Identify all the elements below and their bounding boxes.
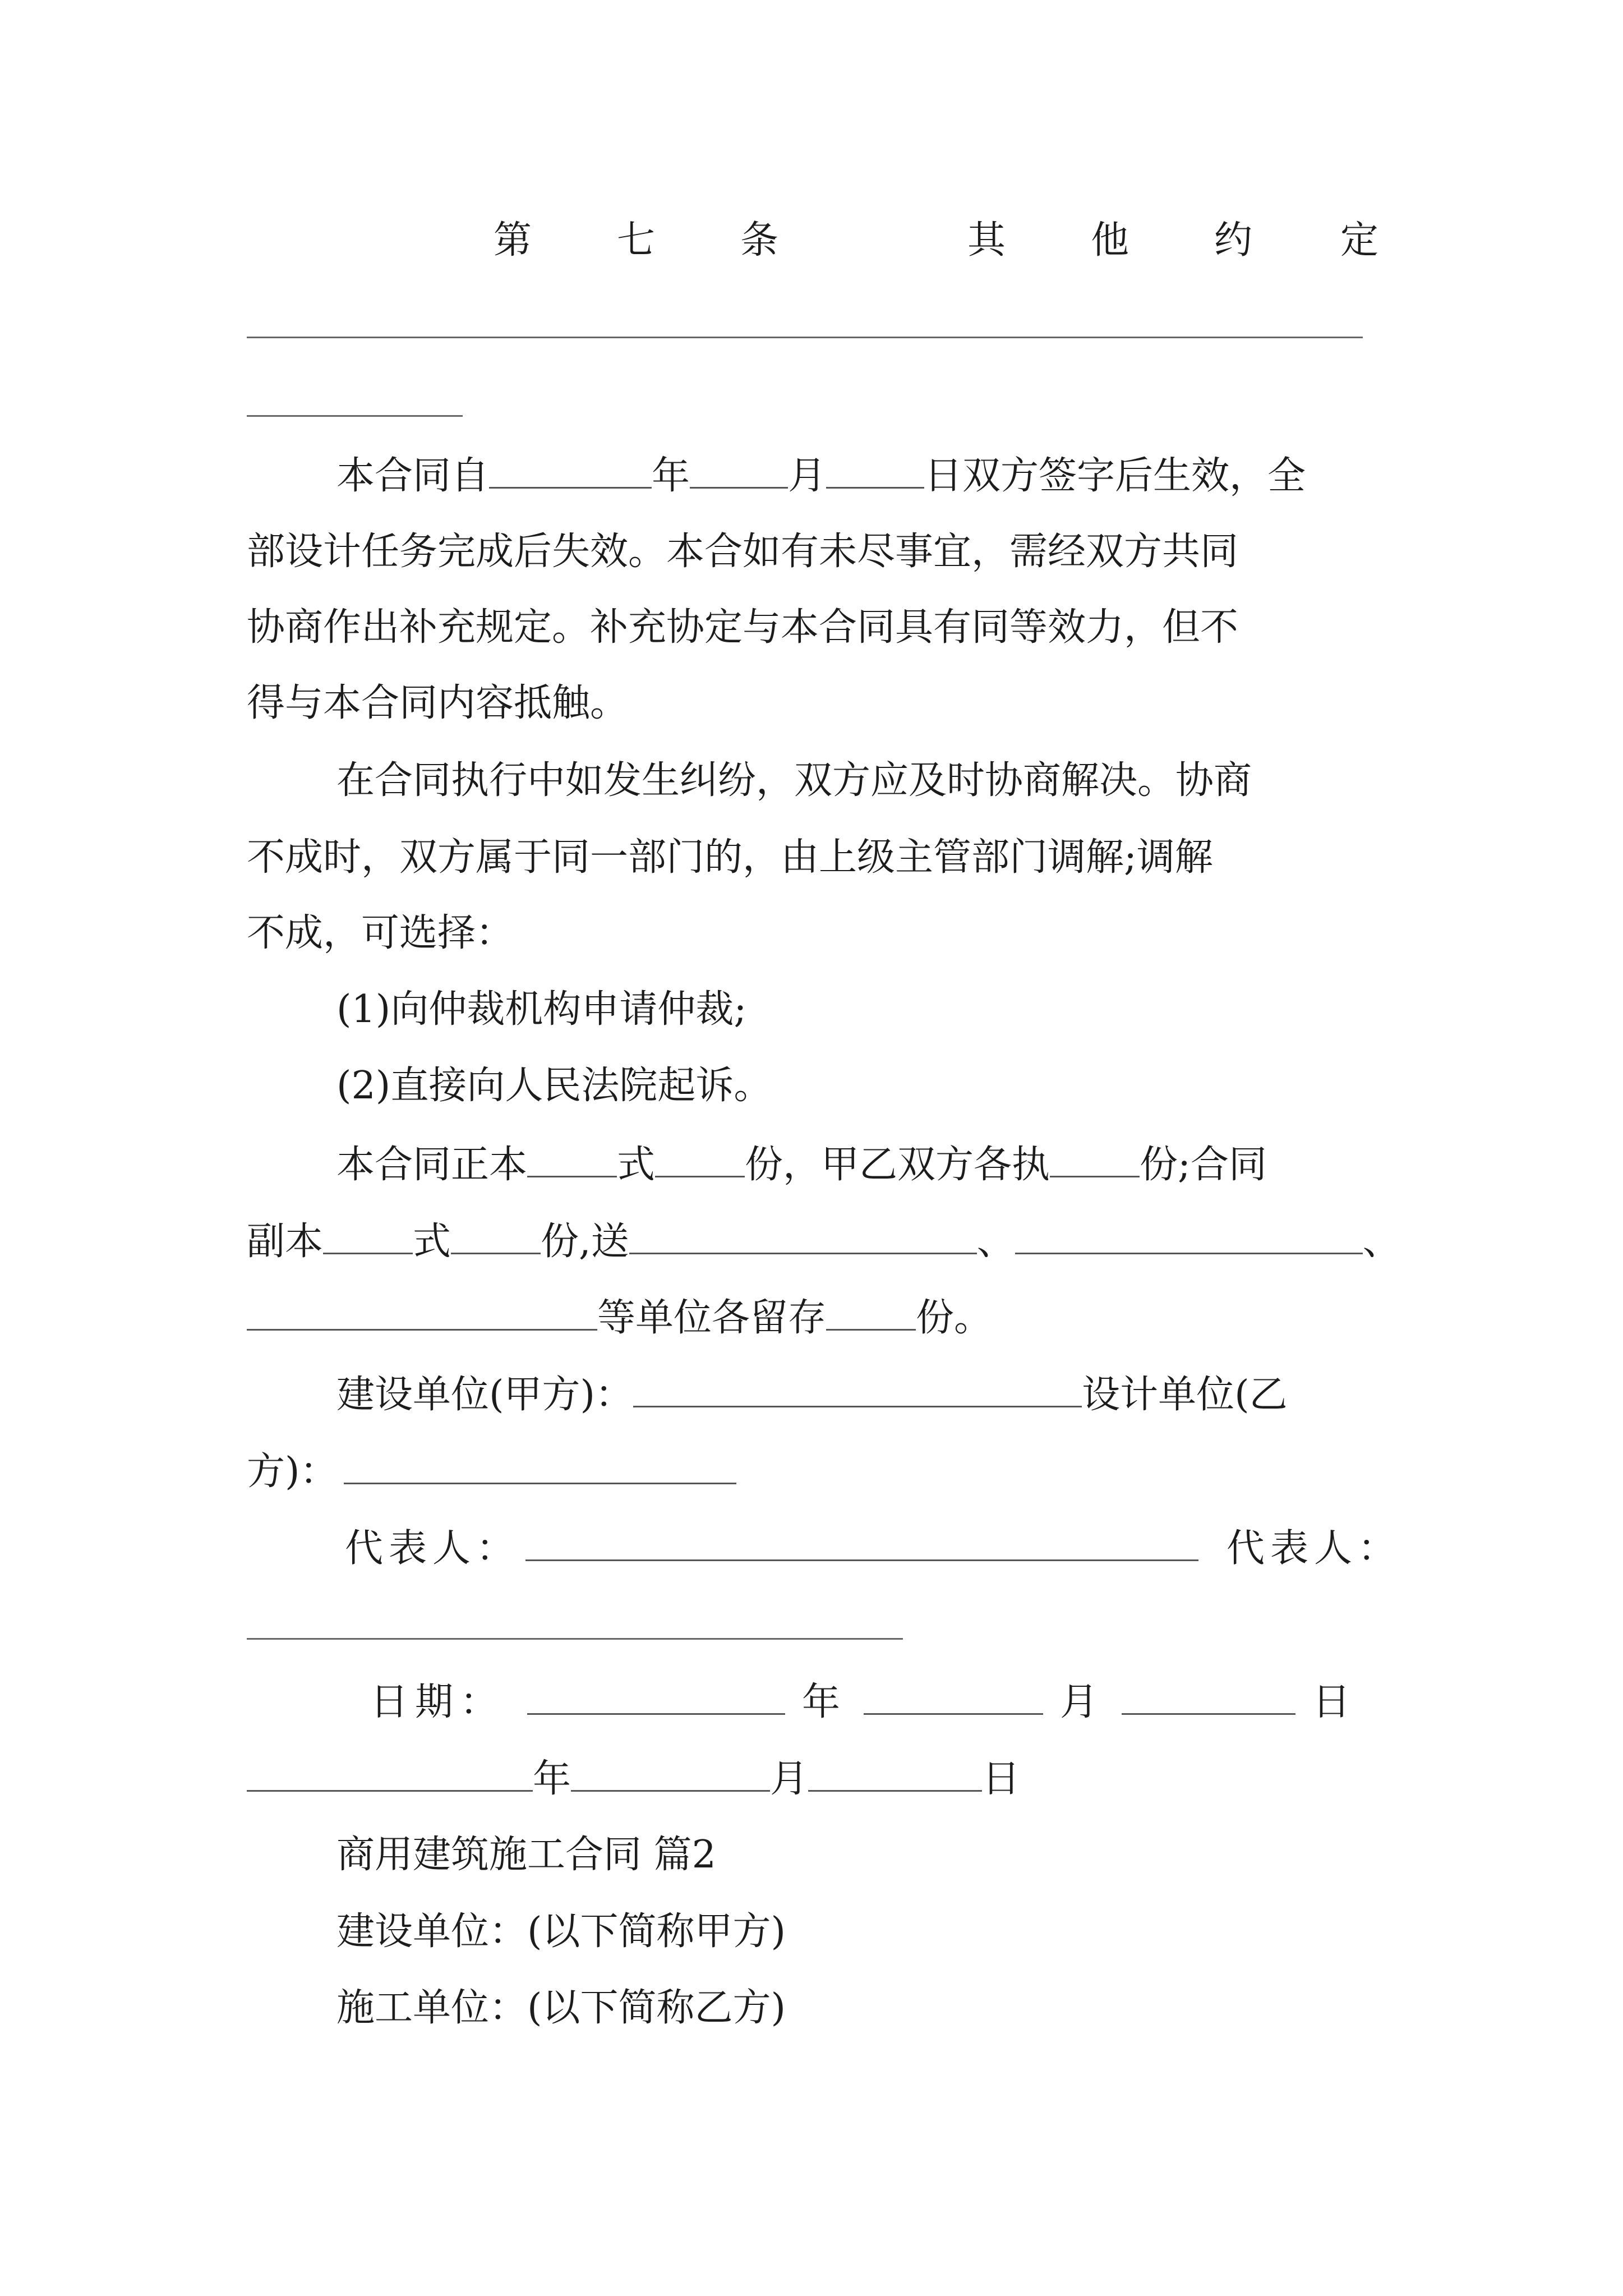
paragraph-line: 等单位各留存 份。: [247, 1297, 992, 1337]
blank-field: [247, 1297, 597, 1331]
signature-line: 建设单位(甲方)： 设计单位(乙: [336, 1373, 1288, 1417]
blank-field: [629, 1221, 977, 1254]
heading-char: 条: [740, 218, 779, 263]
paragraph-line: 副本 式 份,送 、 、: [247, 1220, 1401, 1264]
blank-field: [690, 455, 788, 489]
option-line: (2)直接向人民法院起诉。: [336, 1064, 772, 1108]
blank-field: [247, 1759, 533, 1792]
blank-field: [489, 455, 652, 489]
article-seven-heading: [0, 218, 1623, 266]
date-line: 日期： 年 月 日: [370, 1680, 1358, 1724]
blank-field: [527, 1682, 785, 1715]
blank-field: [826, 455, 924, 489]
blank-field: [826, 1297, 916, 1331]
blank-field: [655, 1144, 745, 1177]
paragraph-line: 本合同自 年 月 日双方签字后生效，全: [336, 454, 1306, 498]
heading-char: 约: [1214, 218, 1253, 263]
blank-field: [451, 1221, 541, 1254]
heading-char: 第: [494, 218, 532, 263]
signature-line: 代表人： 代表人：: [345, 1526, 1402, 1571]
paragraph-line: 本合同正本 式 份，甲乙双方各执 份;合同: [336, 1143, 1267, 1187]
blank-field: [527, 1144, 617, 1177]
paragraph-line: 部设计任务完成后失效。本合如有未尽事宜，需经双方共同: [247, 530, 1239, 574]
signature-line: 方)：: [247, 1451, 736, 1491]
section-title: 商用建筑施工合同 篇2: [336, 1833, 716, 1877]
paragraph-line: 协商作出补充规定。补充协定与本合同具有同等效力，但不: [247, 605, 1239, 650]
heading-char: 其: [967, 218, 1006, 263]
paragraph-line: 得与本合同内容抵触。: [247, 681, 629, 725]
blank-line: [247, 337, 1363, 338]
heading-char: 他: [1091, 218, 1129, 263]
paragraph-line: 不成时，双方属于同一部门的，由上级主管部门调解;调解: [247, 835, 1213, 880]
paragraph-line: 不成，可选择：: [247, 911, 514, 955]
blank-field: [344, 1451, 736, 1484]
blank-field: [864, 1682, 1043, 1715]
blank-field: [1050, 1144, 1140, 1177]
blank-field: [1122, 1682, 1295, 1715]
heading-char: 定: [1340, 218, 1379, 263]
blank-line: [247, 415, 463, 417]
blank-field: [633, 1374, 1082, 1407]
party-line: 建设单位：(以下简称甲方): [336, 1910, 786, 1954]
blank-field: [525, 1528, 1198, 1561]
party-line: 施工单位：(以下简称乙方): [336, 1986, 786, 2030]
option-line: (1)向仲裁机构申请仲裁;: [336, 987, 747, 1032]
date-line: 年 月 日: [247, 1759, 1020, 1798]
blank-field: [571, 1759, 770, 1792]
blank-field: [808, 1759, 982, 1792]
heading-char: 七: [617, 218, 656, 263]
blank-line: [247, 1638, 903, 1640]
paragraph-line: 在合同执行中如发生纠纷，双方应及时协商解决。协商: [336, 758, 1252, 803]
blank-field: [1015, 1221, 1363, 1254]
blank-field: [323, 1221, 413, 1254]
